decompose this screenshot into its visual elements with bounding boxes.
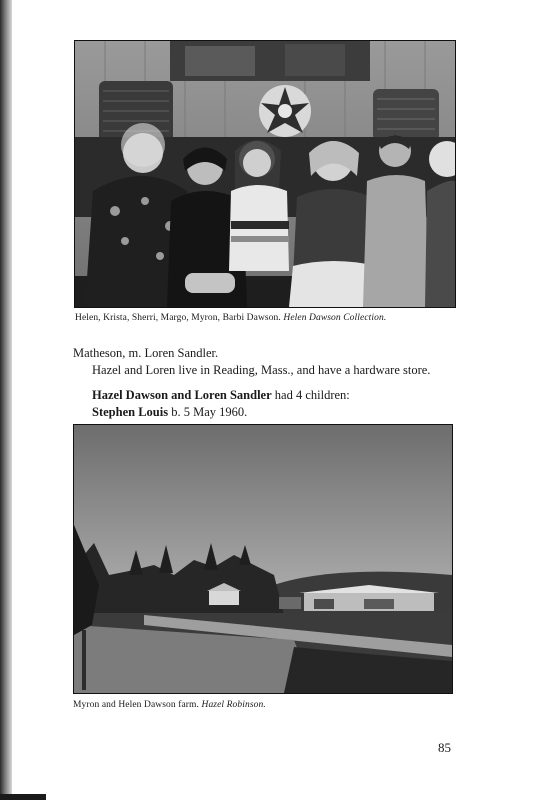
page-corner-shadow: [0, 794, 46, 800]
caption-people: Helen, Krista, Sherri, Margo, Myron, Barbi Dawson.: [75, 313, 281, 323]
photo-caption: [73, 700, 266, 710]
caption-credit: Hazel Robinson.: [201, 700, 266, 710]
photo-caption: [75, 313, 386, 323]
farm-photo: [73, 424, 453, 694]
text-line: Matheson, m. Loren Sandler.: [73, 346, 219, 360]
text-bold: Hazel Dawson and Loren Sandler: [92, 388, 272, 402]
book-spine-shadow: [0, 0, 12, 800]
text-rest: b. 5 May 1960.: [168, 405, 248, 419]
family-photo: [74, 40, 456, 308]
caption-people: Myron and Helen Dawson farm.: [73, 700, 200, 710]
text-line: [73, 404, 430, 421]
page-number: 85: [438, 740, 451, 755]
caption-credit: Helen Dawson Collection.: [283, 313, 387, 323]
text-line: [73, 387, 430, 404]
text-rest: had 4 children:: [271, 388, 350, 402]
text-line: Hazel and Loren live in Reading, Mass., and have a hardware store.: [92, 363, 431, 377]
text-bold: Stephen Louis: [92, 405, 169, 419]
body-text: [73, 345, 430, 421]
